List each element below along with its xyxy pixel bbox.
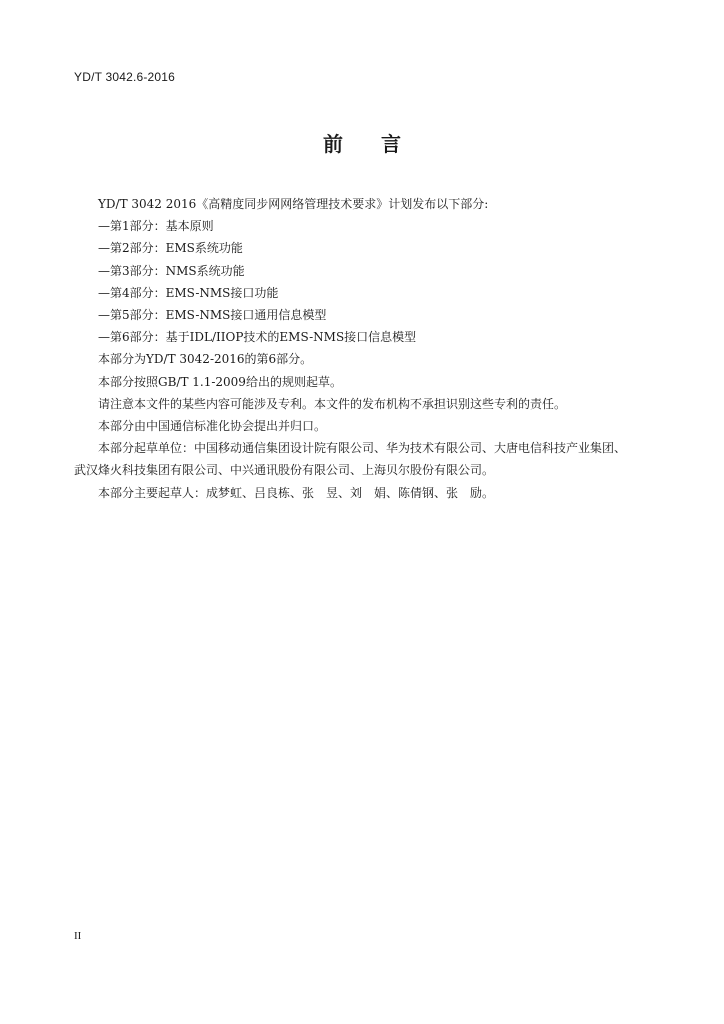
part-list-item: —第4部分：EMS-NMS接口功能 — [98, 285, 279, 300]
foreword-body — [74, 193, 654, 504]
paragraph-proposer: 本部分由中国通信标准化协会提出并归口。 — [98, 419, 327, 434]
part-list-item: —第6部分：基于IDL/IIOP技术的EMS-NMS接口信息模型 — [98, 330, 417, 345]
page-title — [0, 128, 724, 157]
paragraph-intro: YD/T 3042 2016《高精度同步网网络管理技术要求》计划发布以下部分: — [98, 197, 489, 211]
paragraph-drafting-units-cont: 武汉烽火科技集团有限公司、中兴通讯股份有限公司、上海贝尔股份有限公司。 — [74, 463, 495, 478]
title-char-2: 言 — [381, 132, 401, 156]
part-list-item: —第5部分：EMS-NMS接口通用信息模型 — [98, 308, 327, 323]
page-number: II — [74, 930, 82, 942]
part-list-item: —第1部分：基本原则 — [98, 219, 214, 234]
paragraph-drafting-units: 本部分起草单位：中国移动通信集团设计院有限公司、华为技术有限公司、大唐电信科技产业集团、 — [98, 441, 627, 456]
paragraph-patent-notice: 请注意本文件的某些内容可能涉及专利。本文件的发布机构不承担识别这些专利的责任。 — [98, 396, 567, 411]
paragraph-drafting-rules: 本部分按照GB/T 1.1-2009给出的规则起草。 — [98, 374, 342, 389]
part-list-item: —第2部分：EMS系统功能 — [98, 241, 243, 256]
part-list-item: —第3部分：NMS系统功能 — [98, 263, 245, 278]
paragraph-part-statement: 本部分为YD/T 3042-2016的第6部分。 — [98, 352, 313, 367]
title-char-1: 前 — [323, 132, 343, 156]
standard-code: YD/T 3042.6-2016 — [74, 70, 176, 84]
paragraph-drafters: 本部分主要起草人：成梦虹、吕良栋、张 昱、刘 娟、陈倩钢、张 励。 — [98, 485, 495, 500]
